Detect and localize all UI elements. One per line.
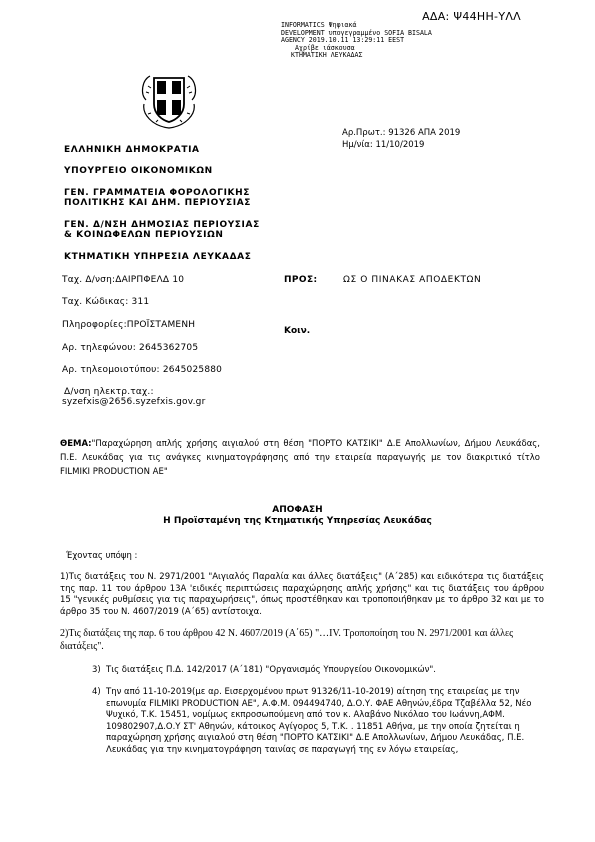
email-label: Δ/νση ηλεκτρ.ταχ.: — [64, 387, 154, 397]
stamp-line: AGENCY 2019.10.11 13:29:11 EEST — [281, 36, 405, 44]
item-4-number: 4) — [92, 687, 101, 697]
greek-coat-of-arms-icon — [138, 70, 200, 132]
digital-signature-stamp — [281, 22, 432, 60]
item-4 — [92, 687, 546, 756]
item-1: 1)Τις διατάξεις του Ν. 2971/2001 "Αιγιαλός Παραλία και άλλες διατάξεις" (Α΄285) και ειδικότερα τις διατάξεις της παρ. 11 του άρθρου 13Α 'ειδικές περιπτώσεις παραχώρησης απλής χρήσης" και τις διατάξεις του άρθρου 15 "γενικές ρυθμίσεις για τις παραχωρήσεις", όπως προστέθηκαν και τροποποιήθηκαν με το άρθρο 32 και με το άρθρο 35 του Ν. 4607/2019 (Α΄65) αντίστοιχα. — [60, 572, 544, 617]
postcode: Ταχ. Κώδικας: 311 — [62, 297, 150, 307]
email-block — [62, 387, 205, 407]
stamp-line: INFORMATICS Ψηφιακά — [281, 21, 357, 29]
decision-title: ΑΠΟΦΑΣΗ — [272, 505, 323, 515]
republic-heading: ΕΛΛΗΝΙΚΗ ΔΗΜΟΚΡΑΤΙΑ — [64, 145, 200, 155]
directorate-heading: ΓΕΝ. Δ/ΝΣΗ ΔΗΜΟΣΙΑΣ ΠΕΡΙΟΥΣΙΑΣ — [64, 220, 260, 230]
address: Ταχ. Δ/νση:ΔΑΙΡΠΦΕΛΔ 10 — [62, 275, 185, 285]
email-link[interactable]: syzefxis@2656.syzefxis.gov.gr — [62, 397, 206, 407]
subject-paragraph — [60, 437, 540, 479]
item-2: 2)Τις διατάξεις της παρ. 6 του άρθρου 42 Ν. 4607/2019 (Α΄65) "…IV. Τροποποίηση του Ν. 2971/2001 και άλλες διατάξεις". — [60, 628, 514, 652]
directorate-heading: & ΚΟΙΝΩΦΕΛΩΝ ΠΕΡΙΟΥΣΙΩΝ — [64, 230, 224, 240]
protocol-block — [342, 127, 460, 151]
having-regard-label: Έχοντας υπόψη : — [66, 551, 138, 561]
fax-number: Αρ. τηλεομοιοτύπου: 2645025880 — [62, 365, 223, 375]
to-value: ΩΣ Ο ΠΙΝΑΚΑΣ ΑΠΟΔΕΚΤΩΝ — [343, 275, 482, 285]
information-contact: Πληροφορίες:ΠΡΟΪΣΤΑΜΕΝΗ — [62, 320, 196, 330]
stamp-line: ΚΤΗΜΑΤΙΚΗ ΛΕΥΚΑΔΑΣ — [291, 51, 363, 59]
item-3-number: 3) — [92, 665, 101, 675]
protocol-date: Ημ/νία: 11/10/2019 — [342, 140, 425, 150]
cc-label: Κοιν. — [284, 326, 311, 336]
item-3 — [92, 665, 546, 677]
decision-subtitle: Η Προϊσταμένη της Κτηματικής Υπηρεσίας Λευκάδας — [163, 516, 432, 526]
phone-number: Αρ. τηλεφώνου: 2645362705 — [62, 343, 199, 353]
item-3-text: Τις διατάξεις Π.Δ. 142/2017 (Α΄181) "Οργανισμός Υπουργείου Οικονομικών". — [106, 665, 436, 675]
secretariat-heading: ΓΕΝ. ΓΡΑΜΜΑΤΕΙΑ ΦΟΡΟΛΟΓΙΚΗΣ — [64, 188, 250, 198]
secretariat-heading: ΠΟΛΙΤΙΚΗΣ ΚΑΙ ΔΗΜ. ΠΕΡΙΟΥΣΙΑΣ — [64, 198, 252, 208]
ada-code: ΑΔΑ: Ψ44ΗΗ-ΥΛΛ — [422, 10, 521, 23]
ministry-heading: ΥΠΟΥΡΓΕΙΟ ΟΙΚΟΝΟΜΙΚΩΝ — [64, 166, 213, 176]
to-label: ΠΡΟΣ: — [284, 275, 318, 285]
service-heading: ΚΤΗΜΑΤΙΚΗ ΥΠΗΡΕΣΙΑ ΛΕΥΚΑΔΑΣ — [64, 252, 252, 262]
subject-text: "Παραχώρηση απλής χρήσης αιγιαλού στη θέση "ΠΟΡΤΟ ΚΑΤΣΙΚΙ" Δ.Ε Απολλωνίων, Δήμου Λευκάδας, Π.Ε. Λευκάδας για τις ανάγκες κινηματογράφησης από την εταιρεία παραγωγής με τον διακριτικό τίτλο FILMIKI PRODUCTION AE" — [60, 439, 540, 477]
item-4-text: Την από 11-10-2019(με αρ. Εισερχομένου πρωτ 91326/11-10-2019) αίτηση της εταιρείας με την επωνυμία FILMIKI PRODUCTION AE", Α.Φ.Μ. 094494740, Δ.Ο.Υ. ΦΑΕ Αθηνών,έδρα Τζαβέλλα 52, Νέο Ψυχικό, Τ.Κ. 15451, νομίμως εκπροσωπούμενη από τον κ. Αλαβάνο Νικόλαο του Ιωάννη,ΑΦΜ. 109802907,Δ.Ο.Υ ΣΤ' Αθηνών, κάτοικος Αγίγορος 5, Τ.Κ. . 11851 Αθήνα, με την οποία ζητείται η παραχώρηση χρήσης αιγιαλού στη θέση "ΠΟΡΤΟ ΚΑΤΣΙΚΙ" Δ.Ε Απολλωνίων, Δήμου Λευκάδας, Π.Ε. Λευκάδας για την κινηματογράφηση ταινίας σε παραγωγή της εν λόγω εταιρείας, — [106, 687, 532, 755]
stamp-line: DEVELOPMENT υπογεγραμμένο SOFIA BISALA — [281, 28, 432, 37]
subject-label: ΘΕΜΑ: — [60, 439, 92, 449]
protocol-number: Αρ.Πρωτ.: 91326 ΑΠΑ 2019 — [342, 128, 461, 138]
stamp-line: Αχρίβε ιάσκουσα — [295, 43, 355, 52]
